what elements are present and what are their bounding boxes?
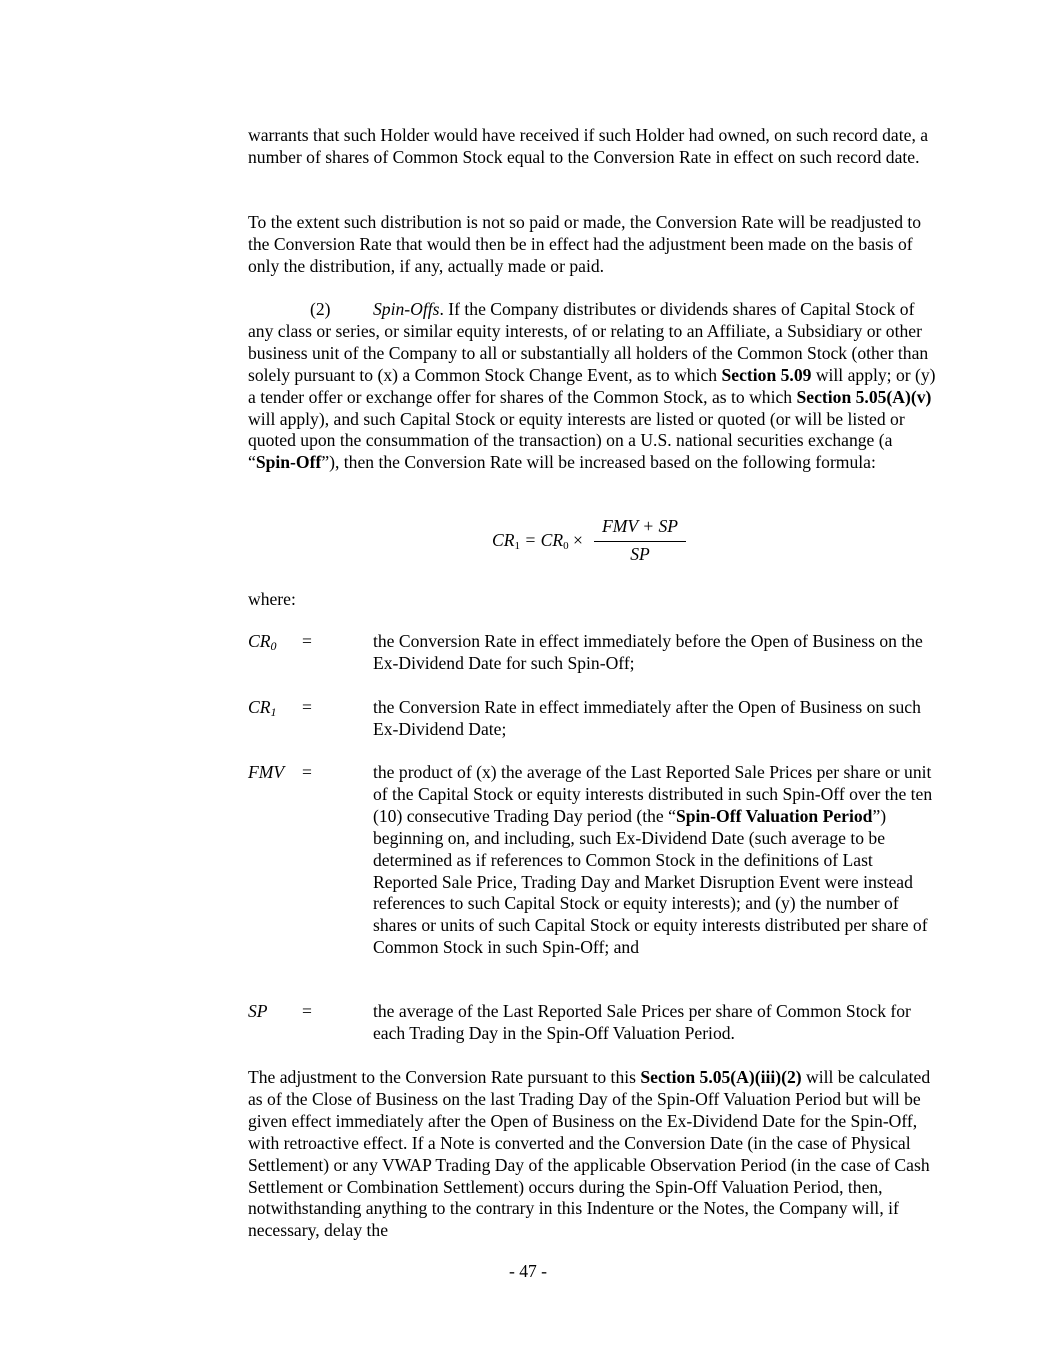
definition-term: $CR_0$ (248, 631, 277, 653)
definition-text: the Conversion Rate in effect immediately before the Open of Business on the Ex-Dividend Date for such Spin-Off; (373, 631, 923, 673)
fraction-bar (594, 541, 686, 542)
definition-text: the Conversion Rate in effect immediately after the Open of Business on such Ex-Dividend Date; (373, 697, 921, 739)
formula-denominator: SP (630, 544, 650, 564)
continuation-paragraph: warrants that such Holder would have received if such Holder had owned, on such record date, a number of shares of Common Stock equal to the Conversion Rate in effect on such record date. (248, 125, 929, 167)
conversion-formula (492, 514, 702, 568)
page-number: - 47 - (508, 1261, 548, 1281)
section-reference: Section 5.09 (721, 364, 812, 385)
section-reference: Section 5.05(A)(v) (796, 386, 932, 407)
definition-text: the average of the Last Reported Sale Prices per share of Common Stock for each Trading Day in the Spin-Off Valuation Period. (373, 1001, 911, 1043)
section-reference: Section 5.05(A)(iii)(2) (640, 1067, 802, 1087)
definition-term: FMV (248, 762, 285, 782)
definition-term: SP (248, 1001, 268, 1021)
adjustment-paragraph: The adjustment to the Conversion Rate pursuant to this Section 5.05(A)(iii)(2) will be calculated as of the Close of Business on the last Trading Day of the Spin-Off Valuation Period but will be given effect immediately after the Open of Business on the Ex-Dividend Date for the Spin-Off, with retroactive effect. If a Note is converted and the Conversion Date (in the case of Physical Settlement) or any VWAP Trading Day of the applicable Observation Period (in the case of Cash Settlement or Combination Settlement) occurs during the Spin-Off Valuation Period, then, notwithstanding anything to the contrary in this Indenture or the Notes, the Company will, if necessary, delay the (248, 1067, 931, 1241)
clause-number: (2) (310, 299, 331, 319)
formula-lhs: $CR_1 = CR_0$ × (492, 530, 583, 552)
definition-text: the product of (x) the average of the Last Reported Sale Prices per share or unit of the Capital Stock or equity interests distributed in such Spin-Off over the ten (10) consecutive Trading Day period (the “Spin-Off Valuation Period”) beginning on, and including, such Ex-Dividend Date (such average to be determined as if references to Common Stock in the definitions of Last Reported Sale Price, Trading Day and Market Disruption Event were instead references to such Capital Stock or equity interests); and (y) the number of shares or units of such Capital Stock or equity interests distributed per share of Common Stock in such Spin-Off; and (373, 762, 933, 958)
formula-numerator: FMV + SP (601, 516, 679, 536)
definition-term: $CR_1$ (248, 697, 277, 719)
defined-term: Spin-Off Valuation Period (675, 805, 873, 826)
readjustment-paragraph: To the extent such distribution is not so paid or made, the Conversion Rate will be readjusted to the Conversion Rate that would then be in effect had the adjustment been made on the basis of only the distribution, if any, actually made or paid. (248, 212, 922, 276)
where-label: where: (248, 589, 296, 609)
spin-off-paragraph: (2) Spin-Offs. If the Company distributes or dividends shares of Capital Stock of any class or series, or similar equity interests, of or relating to an Affiliate, a Subsidiary or other business unit of the Company to all or substantially all holders of the Common Stock (other than solely pursuant to (x) a Common Stock Change Event, as to which Section 5.09 will apply; or (y) a tender offer or exchange offer for shares of the Common Stock, as to which Section 5.05(A)(v) will apply), and such Capital Stock or equity interests are listed or quoted (or will be listed or quoted upon the consummation of the transaction) on a U.S. national securities exchange (a “Spin-Off”), then the Conversion Rate will be increased based on the following formula: (248, 299, 936, 473)
defined-term: Spin-Off (255, 452, 322, 473)
clause-heading: Spin-Offs (373, 299, 440, 319)
